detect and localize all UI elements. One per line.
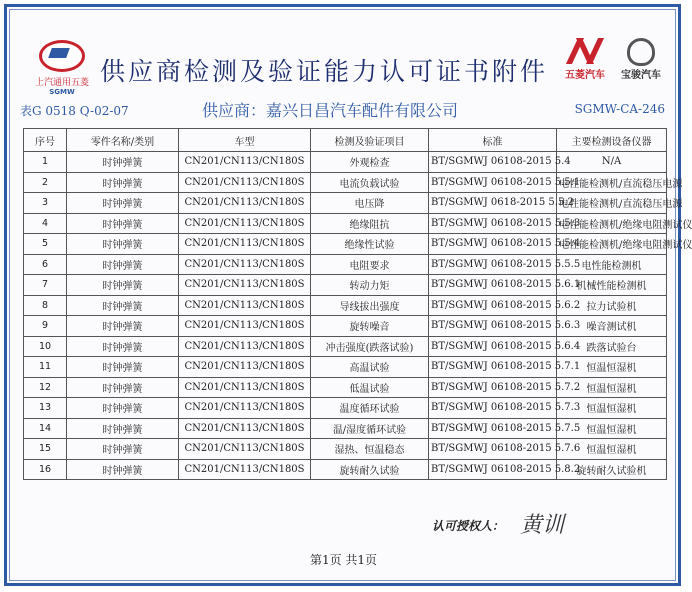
cell-item: 旋转噪音 [311,316,429,337]
cell-model: CN201/CN113/CN180S [179,234,311,255]
cell-no: 16 [24,459,67,480]
cell-equipment: 恒温恒湿机 [557,418,667,439]
table-row [24,357,667,378]
cell-item: 温/湿度循环试验 [311,418,429,439]
baojun-emblem-icon [627,38,655,66]
cell-item: 电流负载试验 [311,172,429,193]
cell-equipment: 机械性能检测机 [557,275,667,296]
subheader [10,98,677,122]
cell-standard: BT/SGMWJ 06108-2015 5.4 [429,152,557,173]
cell-part: 时钟弹簧 [67,193,179,214]
cell-model: CN201/CN113/CN180S [179,439,311,460]
cell-no: 10 [24,336,67,357]
table-row [24,336,667,357]
cell-no: 1 [24,152,67,173]
col-header-no: 序号 [24,129,67,152]
cell-standard: BT/SGMWJ 06108-2015 5.5.5 [429,254,557,275]
cell-equipment: 电性能检测机/直流稳压电源 [557,172,667,193]
sgmw-logo [32,40,92,96]
sgmw-logo-name: 上汽通用五菱 [34,78,89,88]
cell-no: 2 [24,172,67,193]
cell-model: CN201/CN113/CN180S [179,172,311,193]
cell-no: 8 [24,295,67,316]
cell-standard: BT/SGMWJ 06108-2015 5.7.6 [429,439,557,460]
cell-no: 14 [24,418,67,439]
cell-part: 时钟弹簧 [67,295,179,316]
cell-standard: BT/SGMWJ 06108-2015 5.6.3 [429,316,557,337]
cell-model: CN201/CN113/CN180S [179,316,311,337]
cell-item: 电阻要求 [311,254,429,275]
cell-item: 温度循环试验 [311,398,429,419]
cell-model: CN201/CN113/CN180S [179,398,311,419]
cell-equipment: 电性能检测机/直流稳压电源 [557,193,667,214]
cell-part: 时钟弹簧 [67,152,179,173]
col-header-equipment: 主要检测设备仪器 [557,129,667,152]
supplier-name: 供应商：嘉兴日昌汽车配件有限公司 [202,101,459,120]
table-row [24,234,667,255]
baojun-logo-name: 宝骏汽车 [621,70,661,81]
cell-model: CN201/CN113/CN180S [179,193,311,214]
cell-standard: BT/SGMWJ 06108-2015 5.5.3 [429,213,557,234]
table-row [24,213,667,234]
table-row [24,275,667,296]
table-row [24,398,667,419]
cell-equipment: 跌落试验台 [557,336,667,357]
cell-model: CN201/CN113/CN180S [179,377,311,398]
cell-standard: BT/SGMWJ 06108-2015 5.7.3 [429,398,557,419]
cell-equipment: 恒温恒湿机 [557,357,667,378]
table-row [24,295,667,316]
cell-equipment: 恒温恒湿机 [557,377,667,398]
cell-standard: BT/SGMWJ 06108-2015 5.6.1 [429,275,557,296]
cell-item: 绝缘性试验 [311,234,429,255]
cell-part: 时钟弹簧 [67,459,179,480]
cell-model: CN201/CN113/CN180S [179,213,311,234]
cell-part: 时钟弹簧 [67,254,179,275]
col-header-model: 车型 [179,129,311,152]
cell-no: 13 [24,398,67,419]
cell-no: 6 [24,254,67,275]
cell-item: 导线拔出强度 [311,295,429,316]
cell-standard: BT/SGMWJ 06108-2015 5.5.1 [429,172,557,193]
cell-equipment: 电性能检测机/绝缘电阻测试仪 [557,234,667,255]
table-body [24,152,692,480]
cell-item: 外观检查 [311,152,429,173]
cell-standard: BT/SGMWJ 06108-2015 5.5.4 [429,234,557,255]
cell-equipment: 电性能检测机/绝缘电阻测试仪 [557,213,667,234]
cell-part: 时钟弹簧 [67,316,179,337]
cell-item: 电压降 [311,193,429,214]
inspection-table [23,128,692,480]
authorizer-signature: 黄训 [520,513,565,538]
document-title: 供应商检测及验证能力认可证书附件 [100,57,549,86]
table-row [24,418,667,439]
col-header-part: 零件名称/类别 [67,129,179,152]
table-header-row [24,129,667,152]
cell-model: CN201/CN113/CN180S [179,295,311,316]
cell-no: 9 [24,316,67,337]
cell-standard: BT/SGMWJ 06108-2015 5.7.2 [429,377,557,398]
cell-no: 15 [24,439,67,460]
cell-equipment: 恒温恒湿机 [557,398,667,419]
cell-model: CN201/CN113/CN180S [179,275,311,296]
cell-standard: BT/SGMWJ 06108-2015 5.7.1 [429,357,557,378]
wuling-logo [560,38,610,81]
col-header-item: 检测及验证项目 [311,129,429,152]
cell-model: CN201/CN113/CN180S [179,459,311,480]
cell-part: 时钟弹簧 [67,377,179,398]
table-row [24,254,667,275]
cell-no: 4 [24,213,67,234]
cell-model: CN201/CN113/CN180S [179,254,311,275]
cell-standard: BT/SGMWJ 0618-2015 5.5.2 [429,193,557,214]
cell-equipment: 恒温恒湿机 [557,439,667,460]
table-row [24,439,667,460]
cell-no: 11 [24,357,67,378]
cell-equipment: N/A [557,152,667,173]
cell-standard: BT/SGMWJ 06108-2015 5.6.4 [429,336,557,357]
cell-part: 时钟弹簧 [67,357,179,378]
cell-no: 5 [24,234,67,255]
certificate-number: SGMW-CA-246 [574,102,665,116]
cell-standard: BT/SGMWJ 06108-2015 5.8.2 [429,459,557,480]
wuling-logo-name: 五菱汽车 [565,70,605,81]
col-header-standard: 标准 [429,129,557,152]
cell-item: 旋转耐久试验 [311,459,429,480]
cell-item: 冲击强度(跌落试验) [311,336,429,357]
table-row [24,459,667,480]
cell-part: 时钟弹簧 [67,418,179,439]
cell-no: 3 [24,193,67,214]
cell-part: 时钟弹簧 [67,275,179,296]
form-code: 表G 0518 Q-02-07 [20,104,129,118]
cell-equipment: 噪音测试机 [557,316,667,337]
cell-equipment: 电性能检测机 [557,254,667,275]
table-row [24,152,667,173]
cell-item: 湿热、恒温稳态 [311,439,429,460]
authorizer-label: 认可授权人： [432,519,505,533]
cell-model: CN201/CN113/CN180S [179,418,311,439]
cell-equipment: 旋转耐久试验机 [557,459,667,480]
cell-part: 时钟弹簧 [67,336,179,357]
cell-part: 时钟弹簧 [67,213,179,234]
table-row [24,172,667,193]
sgmw-emblem-icon [39,40,85,72]
table-row [24,193,667,214]
cell-equipment: 拉力试验机 [557,295,667,316]
cell-no: 12 [24,377,67,398]
cell-model: CN201/CN113/CN180S [179,152,311,173]
cell-item: 低温试验 [311,377,429,398]
cell-part: 时钟弹簧 [67,439,179,460]
baojun-logo [615,38,667,81]
cell-part: 时钟弹簧 [67,172,179,193]
table-row [24,316,667,337]
table-row [24,377,667,398]
wuling-emblem-icon [568,38,602,66]
sgmw-logo-sub: SGMW [49,88,75,96]
cell-item: 高温试验 [311,357,429,378]
cell-item: 绝缘阻抗 [311,213,429,234]
cell-standard: BT/SGMWJ 06108-2015 5.7.5 [429,418,557,439]
cell-part: 时钟弹簧 [67,398,179,419]
cell-model: CN201/CN113/CN180S [179,336,311,357]
cell-item: 转动力矩 [311,275,429,296]
cell-no: 7 [24,275,67,296]
cell-model: CN201/CN113/CN180S [179,357,311,378]
page-number: 第1页 共1页 [309,553,378,567]
cell-standard: BT/SGMWJ 06108-2015 5.6.2 [429,295,557,316]
cell-part: 时钟弹簧 [67,234,179,255]
